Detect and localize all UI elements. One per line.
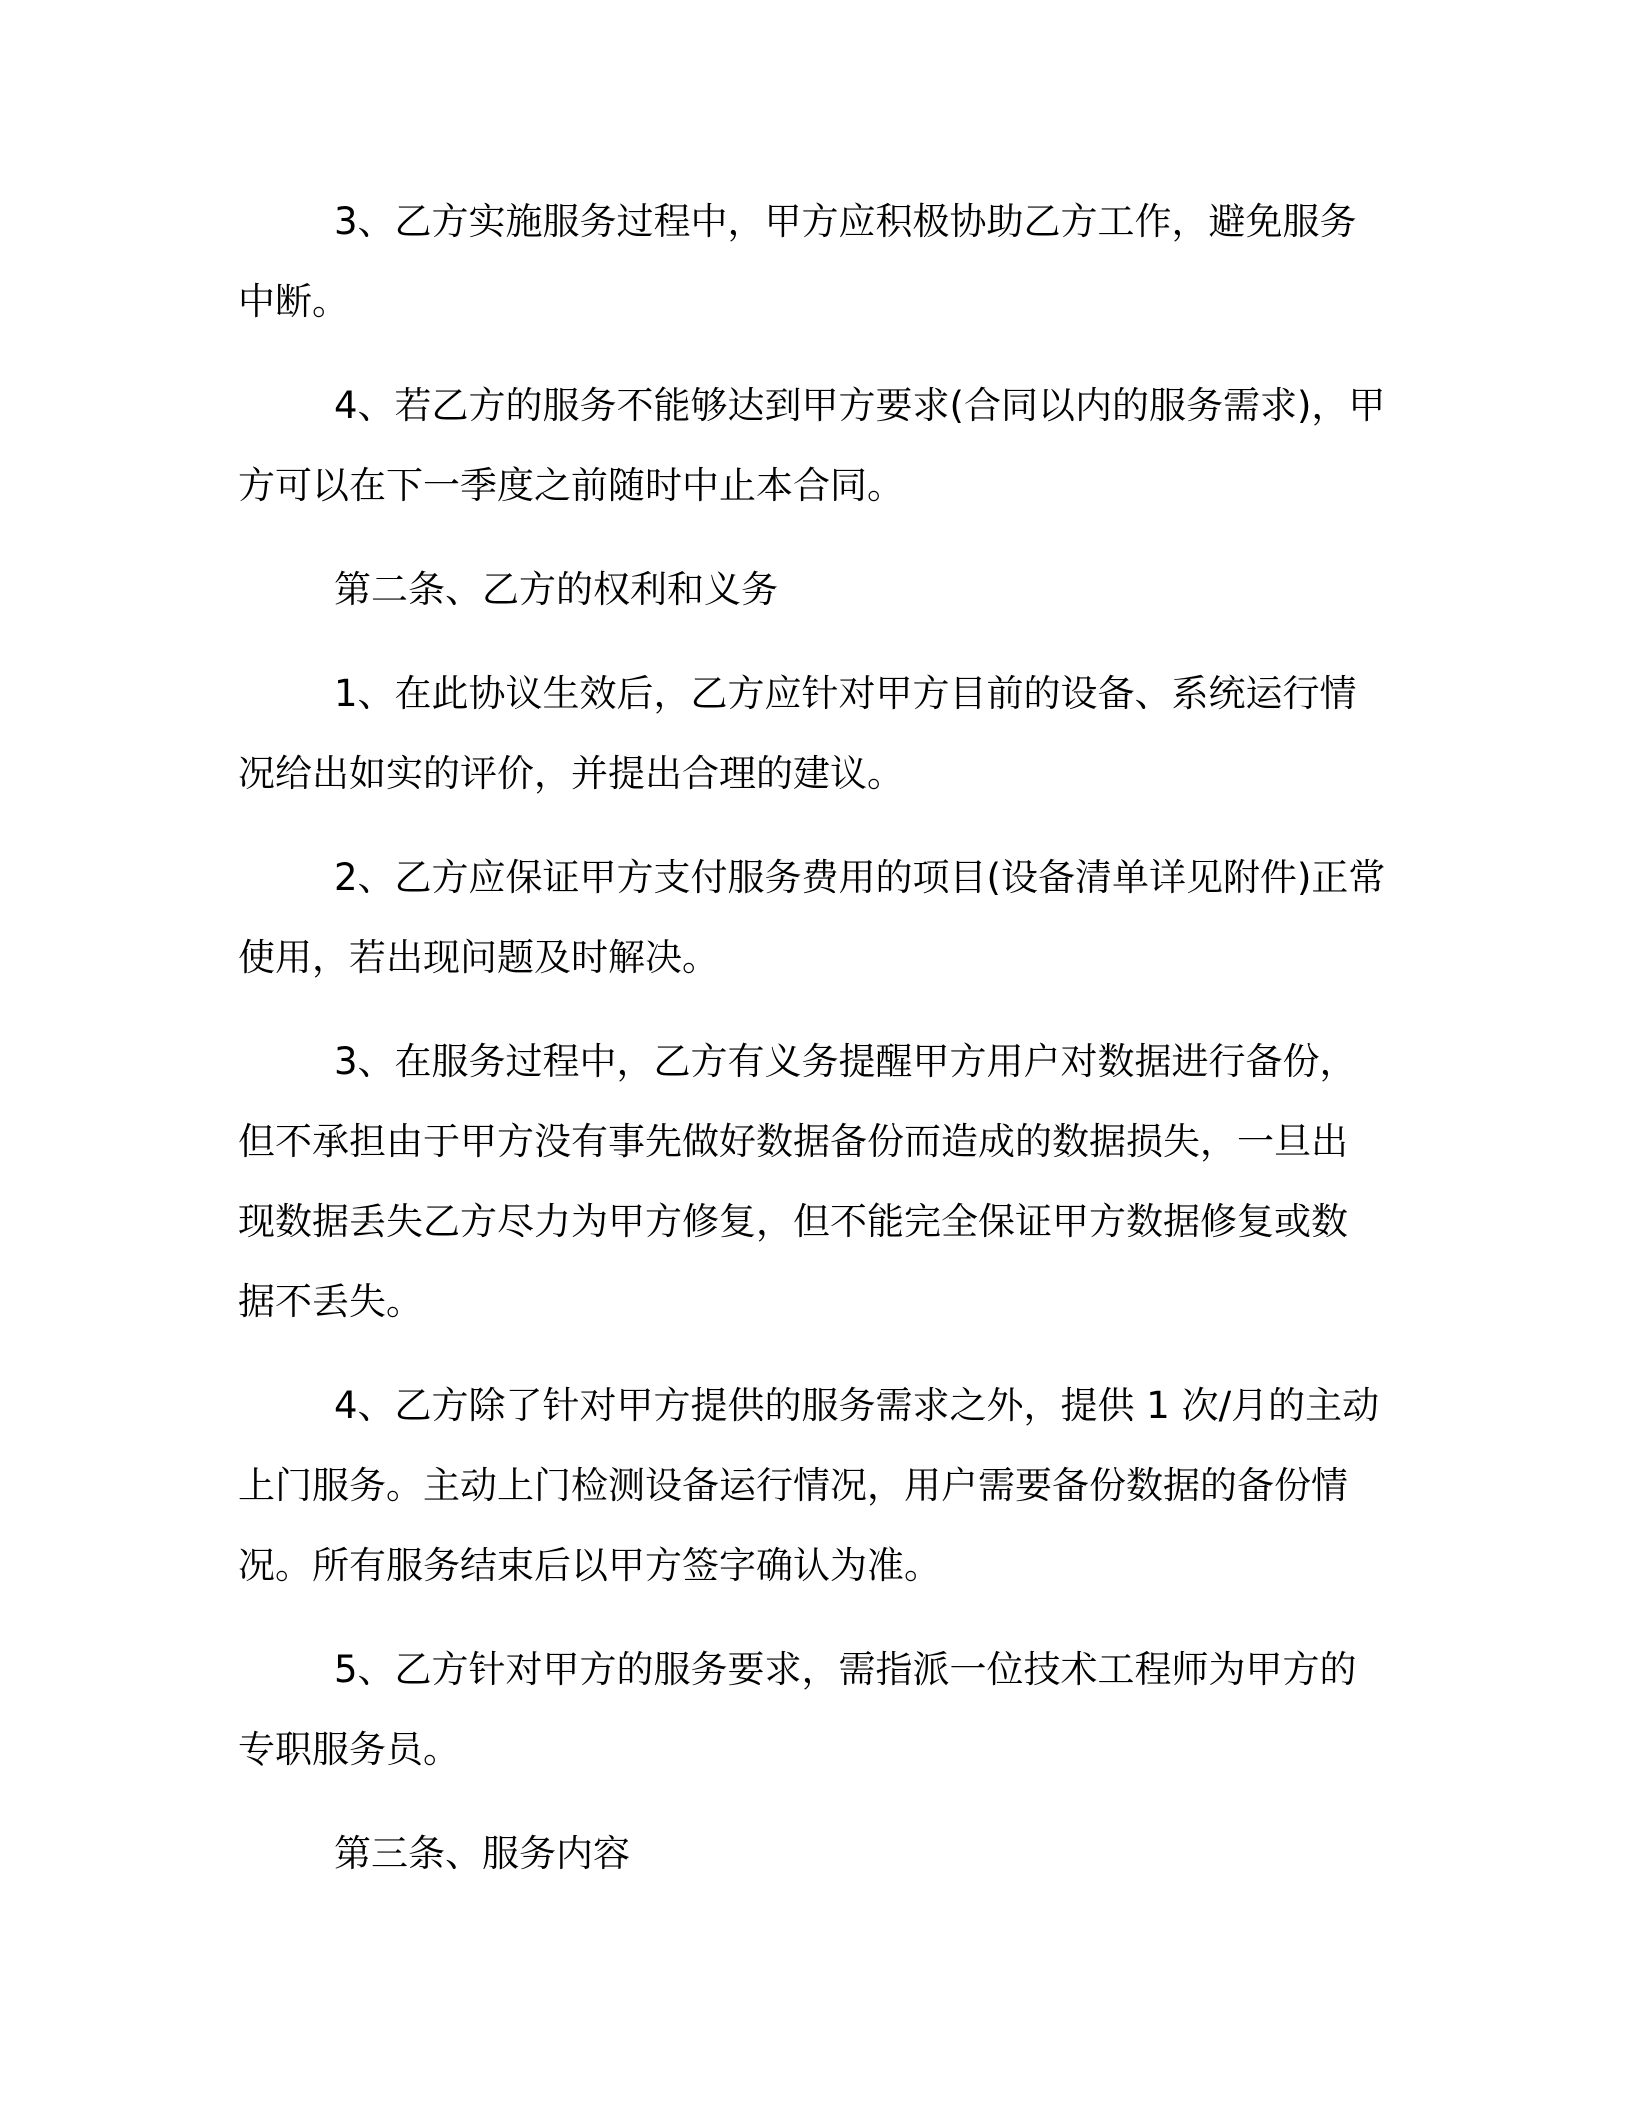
text-line: 据不丢失。 bbox=[238, 1280, 423, 1323]
text-line: 方可以在下一季度之前随时中止本合同。 bbox=[238, 464, 904, 507]
text-line: 3、在服务过程中，乙方有义务提醒甲方用户对数据进行备份， bbox=[334, 1040, 1357, 1083]
text-line: 况。所有服务结束后以甲方签字确认为准。 bbox=[238, 1544, 941, 1587]
text-line: 4、乙方除了针对甲方提供的服务需求之外，提供 1 次/月的主动 bbox=[334, 1384, 1380, 1427]
paragraph-clause-2-3 bbox=[238, 1022, 1402, 1342]
text-line: 3、乙方实施服务过程中，甲方应积极协助乙方工作，避免服务 bbox=[334, 200, 1357, 243]
document-body bbox=[238, 182, 1402, 1894]
text-line: 专职服务员。 bbox=[238, 1728, 460, 1771]
paragraph-clause-2-1 bbox=[238, 654, 1402, 814]
text-line: 使用，若出现问题及时解决。 bbox=[238, 936, 719, 979]
paragraph-clause-1-4 bbox=[238, 366, 1402, 526]
text-line: 4、若乙方的服务不能够达到甲方要求(合同以内的服务需求)，甲 bbox=[334, 384, 1386, 427]
text-line: 第二条、乙方的权利和义务 bbox=[334, 568, 778, 611]
paragraph-clause-2-2 bbox=[238, 838, 1402, 998]
paragraph-clause-2-5 bbox=[238, 1630, 1402, 1790]
section-heading-article-3 bbox=[238, 1814, 1402, 1894]
text-line: 况给出如实的评价，并提出合理的建议。 bbox=[238, 752, 904, 795]
text-line: 2、乙方应保证甲方支付服务费用的项目(设备清单详见附件)正常 bbox=[334, 856, 1386, 899]
text-line: 第三条、服务内容 bbox=[334, 1832, 630, 1875]
text-line: 但不承担由于甲方没有事先做好数据备份而造成的数据损失，一旦出 bbox=[238, 1120, 1348, 1163]
section-heading-article-2 bbox=[238, 550, 1402, 630]
text-line: 1、在此协议生效后，乙方应针对甲方目前的设备、系统运行情 bbox=[334, 672, 1357, 715]
text-line: 上门服务。主动上门检测设备运行情况，用户需要备份数据的备份情 bbox=[238, 1464, 1348, 1507]
text-line: 现数据丢失乙方尽力为甲方修复，但不能完全保证甲方数据修复或数 bbox=[238, 1200, 1348, 1243]
paragraph-clause-1-3 bbox=[238, 182, 1402, 342]
paragraph-clause-2-4 bbox=[238, 1366, 1402, 1606]
text-line: 5、乙方针对甲方的服务要求，需指派一位技术工程师为甲方的 bbox=[334, 1648, 1357, 1691]
text-line: 中断。 bbox=[238, 280, 349, 323]
